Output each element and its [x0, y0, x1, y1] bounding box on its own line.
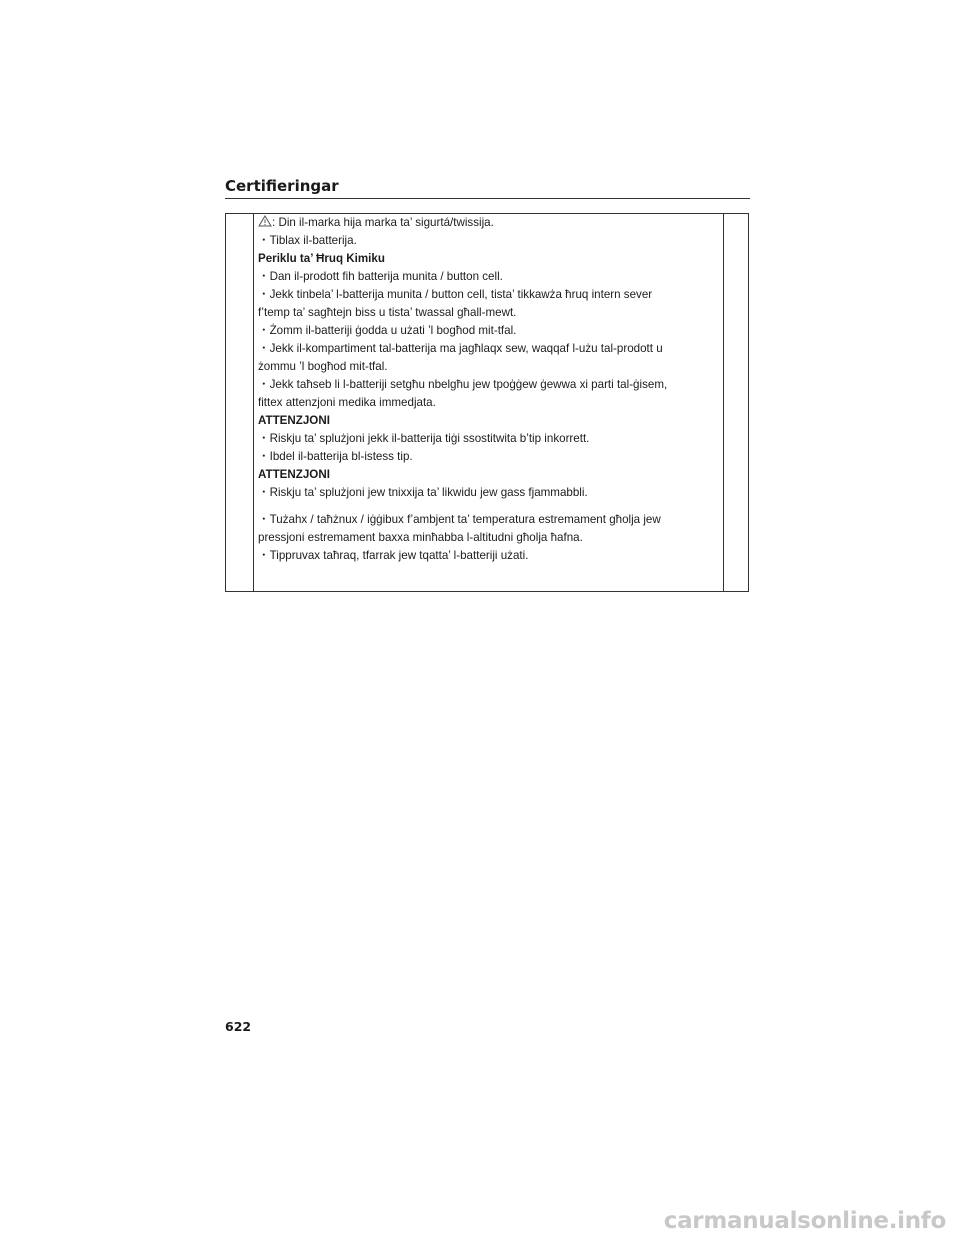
- notice-line: ・Jekk taħseb li l-batteriji setgħu nbelgħu jew tpoġġew ġewwa xi parti tal-ġisem,: [258, 378, 668, 391]
- notice-content: [258, 214, 720, 565]
- notice-box-right-rule: [723, 213, 724, 592]
- warning-triangle-icon: [258, 215, 272, 227]
- notice-line: żommu ’l bogħod mit-tfal.: [258, 360, 388, 373]
- notice-line: ・Riskju ta’ splużjoni jew tnixxija ta’ likwidu jew gass fjammabbli.: [258, 486, 588, 499]
- safety-marking-line: [258, 214, 720, 232]
- notice-line: ・Tippruvax taħraq, tfarrak jew tqatta’ l-batteriji użati.: [258, 549, 529, 562]
- notice-box-left-rule: [253, 213, 254, 592]
- notice-line: f’temp ta’ sagħtejn biss u tista’ twassal għall-mewt.: [258, 306, 517, 319]
- notice-line: ・Żomm il-batteriji ġodda u użati ’l bogħod mit-tfal.: [258, 324, 517, 337]
- page-number: 622: [225, 1019, 252, 1034]
- notice-line: ・Dan il-prodott fih batterija munita / button cell.: [258, 270, 503, 283]
- notice-line: ・Riskju ta’ splużjoni jekk il-batterija tiġi ssostitwita b’tip inkorrett.: [258, 432, 590, 445]
- notice-line: pressjoni estremament baxxa minħabba l-altitudni għolja ħafna.: [258, 531, 583, 544]
- safety-marking-text: : Din il-marka hija marka ta’ sigurtá/twissija.: [272, 216, 494, 229]
- watermark: carmanualsonline.info: [663, 1208, 946, 1234]
- section-heading: ATTENZJONI: [258, 414, 330, 427]
- section-heading: ATTENZJONI: [258, 468, 330, 481]
- notice-line: ・Tużahx / taħżnux / iġġibux f’ambjent ta’ temperatura estremament għolja jew: [258, 513, 661, 526]
- page-title: Certifieringar: [225, 177, 339, 195]
- notice-line: ・Ibdel il-batterija bl-istess tip.: [258, 450, 413, 463]
- notice-line: ・Jekk il-kompartiment tal-batterija ma jagħlaqx sew, waqqaf l-użu tal-prodott u: [258, 342, 663, 355]
- section-heading: Periklu ta’ Ħruq Kimiku: [258, 252, 385, 265]
- notice-line: fittex attenzjoni medika immedjata.: [258, 396, 436, 409]
- notice-line: ・Jekk tinbela’ l-batterija munita / button cell, tista’ tikkawża ħruq intern sever: [258, 288, 653, 301]
- notice-line: ・Tiblax il-batterija.: [258, 234, 357, 247]
- title-divider: [225, 198, 750, 199]
